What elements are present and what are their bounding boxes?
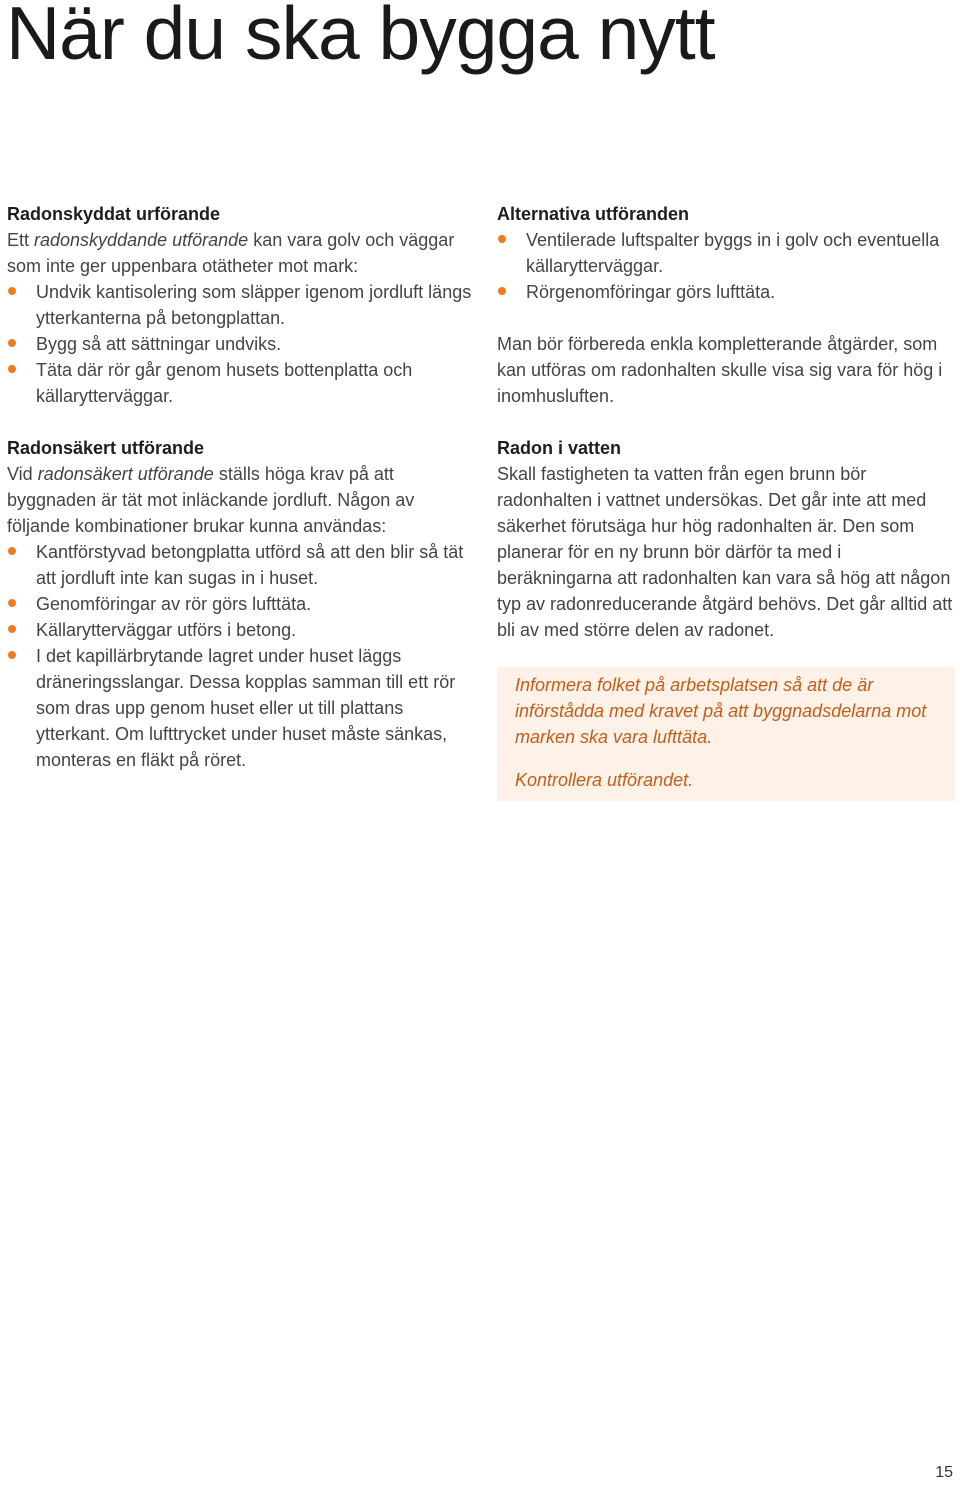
bullet-list [497, 227, 955, 305]
list-item-text: I det kapillärbrytande lagret under huset läggs dräneringsslangar. Dessa kopplas samman till ett rör som dras upp genom huset eller ut till plattans ytterkant. Om lufttrycket under huset måste sänkas, monteras en fläkt på röret. [36, 646, 456, 770]
list-item-text: Rörgenomföringar görs lufttäta. [526, 282, 776, 302]
list-item [7, 617, 477, 643]
bullet-dot-icon [8, 625, 16, 633]
bullet-dot-icon [8, 547, 16, 555]
section-paragraph: Skall fastigheten ta vatten från egen brunn bör radonhalten i vattnet undersökas. Det går inte att med säkerhet förutsäga hur hög radonhalten är. Den som planerar för en ny brunn bör därför ta med i beräkningarna att radonhalten kan vara så hög att någon typ av radonreducerande åtgärd behövs. Det går alltid att bli av med större delen av radonet. [497, 464, 953, 640]
bullet-list [7, 539, 477, 773]
section-heading: Alternativa utföranden [497, 204, 690, 224]
section-alternativa-note [497, 331, 955, 409]
intro-prefix: Ett [7, 230, 35, 250]
list-item [7, 331, 477, 357]
left-column [7, 201, 477, 799]
list-item-text: Kantförstyvad betongplatta utförd så att den blir så tät att jordluft inte kan sugas in i huset. [36, 542, 464, 588]
section-heading: Radon i vatten [497, 438, 622, 458]
list-item-text: Undvik kantisolering som släpper igenom jordluft längs ytterkanterna på betongplattan. [36, 282, 472, 328]
bullet-dot-icon [8, 599, 16, 607]
list-item-text: Ventilerade luftspalter byggs in i golv och eventuella källarytterväggar. [526, 230, 940, 276]
section-intro [7, 227, 477, 279]
intro-suffix: kan vara golv och väggar som inte ger uppenbara otätheter mot mark: [7, 230, 455, 276]
list-item-text: Källarytterväggar utförs i betong. [36, 620, 297, 640]
list-item [7, 643, 477, 773]
section-radonsakert [7, 435, 477, 773]
bullet-list [7, 279, 477, 409]
bullet-dot-icon [498, 287, 506, 295]
callout-text: Kontrollera utförandet. [515, 770, 694, 790]
bullet-dot-icon [8, 651, 16, 659]
list-item-text: Bygg så att sättningar undviks. [36, 334, 282, 354]
list-item [497, 227, 955, 279]
list-item-text: Täta där rör går genom husets bottenplatta och källarytterväggar. [36, 360, 413, 406]
section-intro [7, 461, 477, 539]
list-item [7, 591, 477, 617]
section-radonskyddat [7, 201, 477, 409]
intro-term: radonsäkert utförande [37, 464, 214, 484]
callout-text: Informera folket på arbetsplatsen så att de är införstådda med kravet på att byggnadsdelarna mot marken ska vara lufttäta. [515, 675, 927, 747]
section-heading: Radonskyddat urförande [7, 204, 221, 224]
list-item-text: Genomföringar av rör görs lufttäta. [36, 594, 312, 614]
list-item [7, 357, 477, 409]
bullet-dot-icon [8, 339, 16, 347]
intro-term: radonskyddande utförande [34, 230, 249, 250]
list-item [7, 539, 477, 591]
bullet-dot-icon [498, 235, 506, 243]
page-title: När du ska bygga nytt [6, 0, 715, 75]
intro-suffix: ställs höga krav på att byggnaden är tät mot inläckande jordluft. Någon av följande kombinationer brukar kunna användas: [7, 464, 415, 536]
list-item [7, 279, 477, 331]
list-item [497, 279, 955, 305]
section-paragraph: Man bör förbereda enkla kompletterande åtgärder, som kan utföras om radonhalten skulle visa sig vara för hög i inomhusluften. [497, 334, 943, 406]
callout-box [497, 667, 955, 801]
section-radon-vatten [497, 435, 955, 643]
section-heading: Radonsäkert utförande [7, 438, 205, 458]
intro-prefix: Vid [7, 464, 38, 484]
bullet-dot-icon [8, 287, 16, 295]
page-number: 15 [935, 1464, 953, 1481]
right-column [497, 201, 955, 801]
bullet-dot-icon [8, 365, 16, 373]
section-alternativa [497, 201, 955, 305]
